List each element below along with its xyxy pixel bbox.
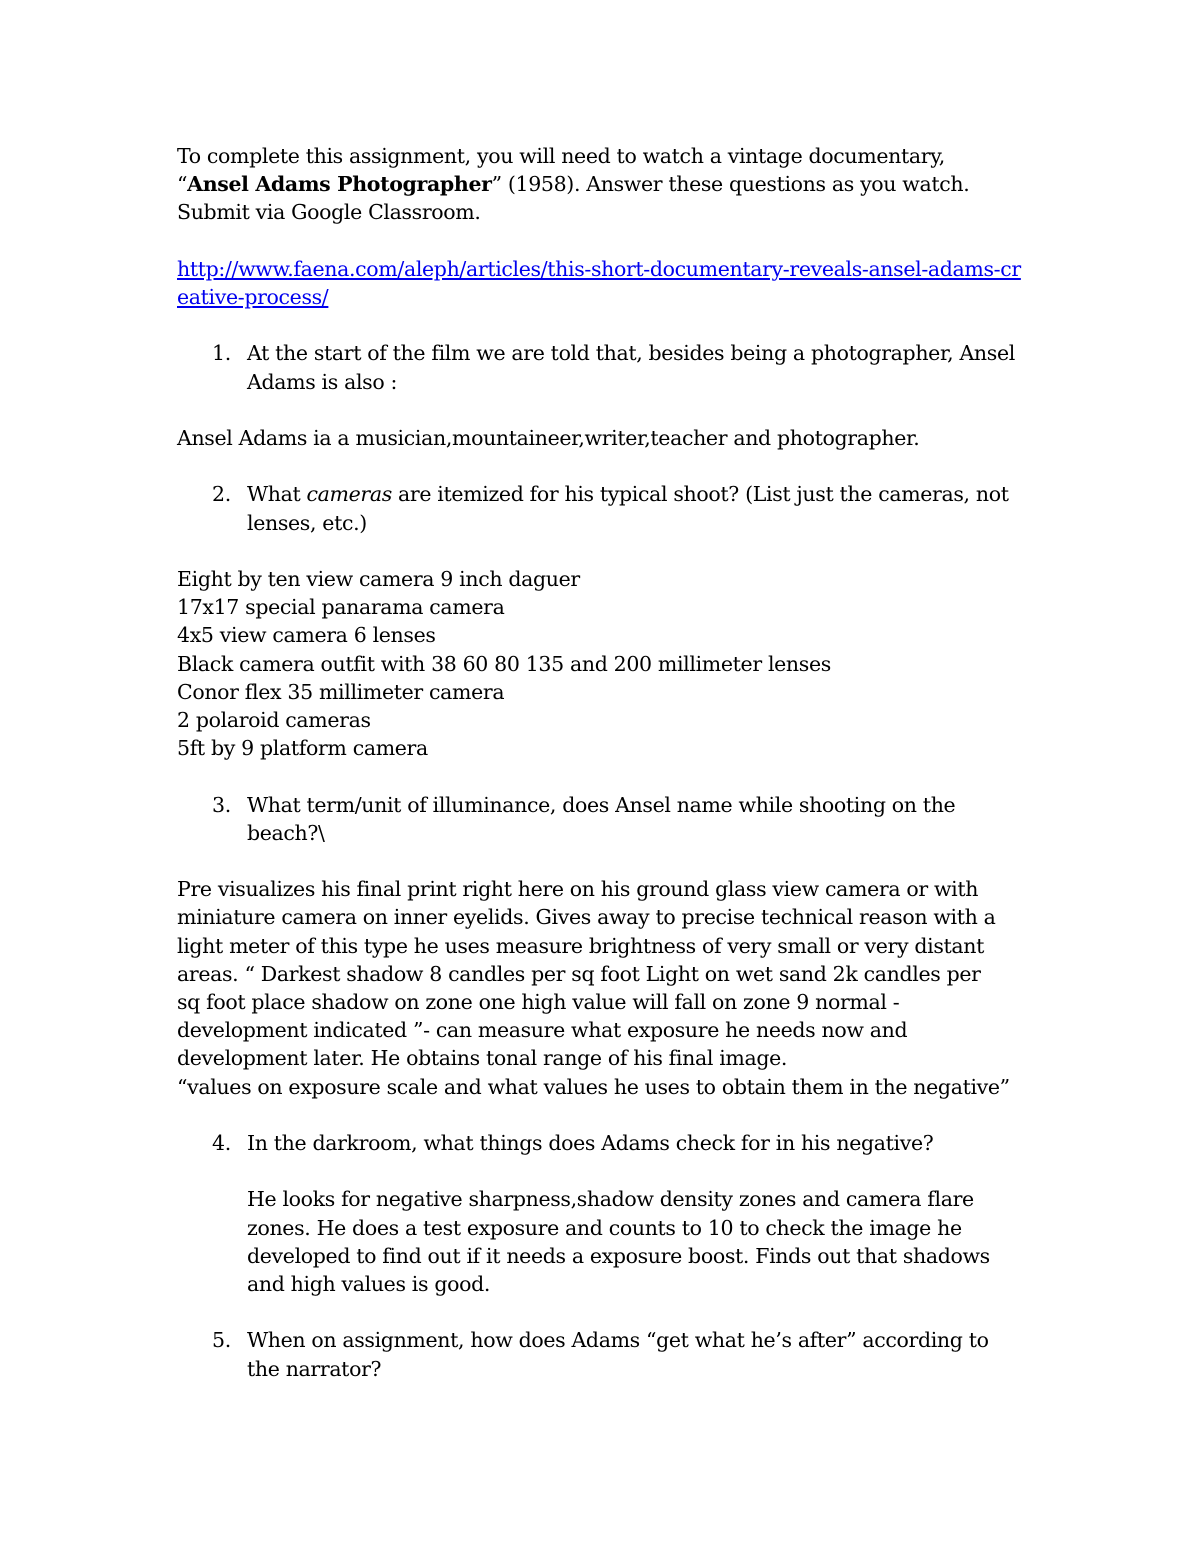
question-number: 4. (212, 1130, 231, 1155)
question-2 (177, 480, 1022, 536)
question-number: 5. (212, 1328, 231, 1353)
question-number: 2. (212, 482, 231, 507)
answer-2-line: 5ft by 9 platform camera (177, 736, 428, 761)
answer-3-paragraph: Pre visualizes his final print right here on his ground glass view camera or with miniature camera on inner eyelids. Gives away to precise technical reason with a light meter of this type he uses measure brightness of very small or very distant areas. “ Darkest shadow 8 candles per sq foot Light on wet sand 2k candles per sq foot place shadow on zone one high value will fall on zone 9 normal - development indicated ”- can measure what exposure he needs now and development later. He obtains tonal range of his final image. (177, 877, 996, 1071)
question-text: What term/unit of illuminance, does Ansel name while shooting on the beach?\ (247, 792, 956, 845)
document-page (177, 142, 1027, 1383)
documentary-link[interactable]: http://www.faena.com/aleph/articles/this-short-documentary-reveals-ansel-adams-creative-process/ (177, 256, 1021, 309)
spacer (177, 847, 1027, 875)
documentary-title: Ansel Adams Photographer (187, 172, 492, 197)
answer-2-line: 17x17 special panarama camera (177, 595, 505, 620)
answer-2-line: 2 polaroid cameras (177, 707, 371, 732)
intro-text-start: To complete this assignment, you will need to watch a vintage documentary, “ (177, 144, 945, 197)
answer-4: He looks for negative sharpness,shadow density zones and camera flare zones. He does a test exposure and counts to 10 to check the image he developed to find out if it needs a exposure boost. Finds out that shadows and high values is good. (247, 1187, 990, 1296)
spacer (177, 537, 1027, 565)
question-text-end: are itemized for his typical shoot? (List just the cameras, not lenses, etc.) (247, 482, 1009, 535)
spacer (177, 1157, 1027, 1185)
answer-2-line: Eight by ten view camera 9 inch daguer (177, 566, 580, 591)
question-number: 3. (212, 792, 231, 817)
intro-text-end: ” (1958). Answer these questions as you watch. Submit via Google Classroom. (177, 172, 970, 225)
answer-1: Ansel Adams ia a musician,mountaineer,writer,teacher and photographer. (177, 425, 920, 450)
question-3 (177, 791, 1022, 847)
question-text: When on assignment, how does Adams “get what he’s after” according to the narrator? (247, 1328, 989, 1381)
spacer (177, 396, 1027, 424)
question-1 (177, 339, 1022, 395)
intro-paragraph (177, 142, 1022, 227)
question-number: 1. (212, 341, 231, 366)
question-text: At the start of the film we are told that, besides being a photographer, Ansel Adams is also : (247, 341, 1015, 394)
question-4 (177, 1129, 1022, 1157)
question-text-emphasis: cameras (306, 482, 392, 507)
question-text: In the darkroom, what things does Adams check for in his negative? (247, 1130, 934, 1155)
answer-2-list (177, 565, 1027, 762)
spacer (177, 1101, 1027, 1129)
answer-2-line: 4x5 view camera 6 lenses (177, 623, 436, 648)
spacer (177, 227, 1027, 255)
spacer (177, 1298, 1027, 1326)
spacer (177, 762, 1027, 790)
question-text-start: What (247, 482, 307, 507)
answer-3-quote: “values on exposure scale and what values he uses to obtain them in the negative” (177, 1074, 1010, 1099)
spacer (177, 311, 1027, 339)
question-5 (177, 1326, 1022, 1382)
spacer (177, 452, 1027, 480)
answer-2-line: Conor flex 35 millimeter camera (177, 679, 505, 704)
answer-2-line: Black camera outfit with 38 60 80 135 and 200 millimeter lenses (177, 651, 831, 676)
